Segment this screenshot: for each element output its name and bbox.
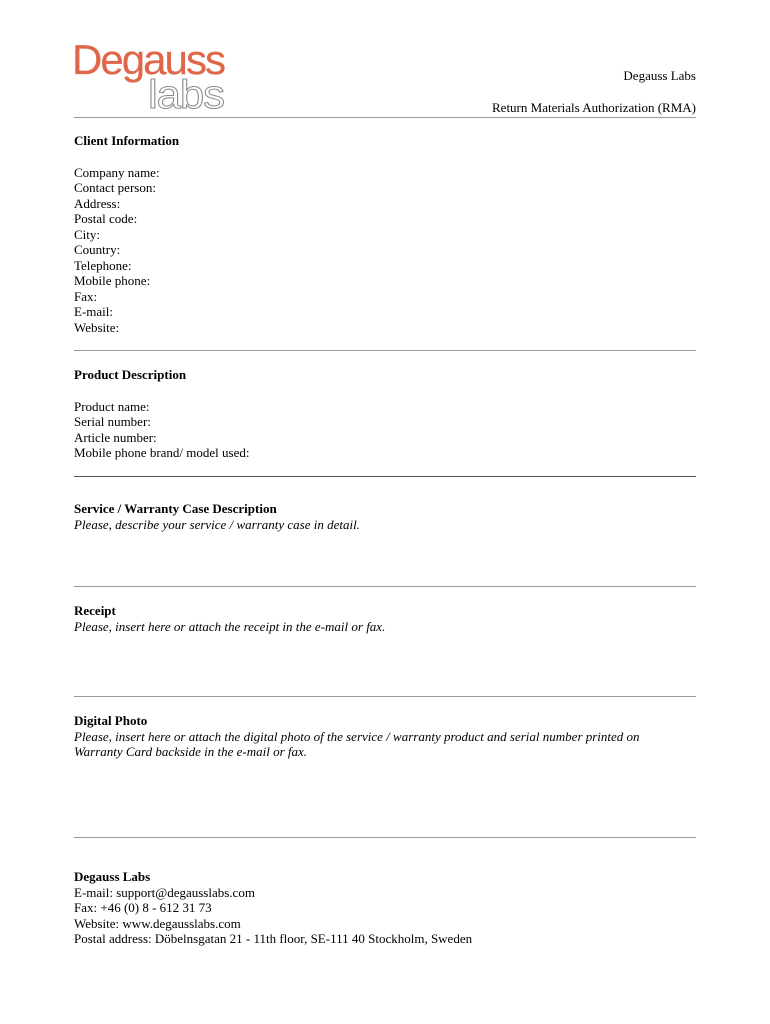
- service-section-divider: [74, 586, 696, 587]
- client-information-section: [74, 133, 696, 335]
- field-telephone: Telephone:: [74, 257, 132, 273]
- service-warranty-section: [74, 501, 696, 532]
- field-website: Website:: [74, 319, 120, 335]
- company-logo: [72, 38, 232, 112]
- field-serial-number: Serial number:: [74, 414, 151, 429]
- header-company-name: Degauss Labs: [623, 68, 696, 83]
- field-email: E-mail:: [74, 304, 113, 319]
- logo-word-degauss: Degauss: [72, 38, 226, 83]
- field-postal-code: Postal code:: [74, 211, 138, 226]
- receipt-section: [74, 603, 696, 634]
- field-address: Address:: [74, 195, 121, 211]
- field-fax: Fax:: [74, 288, 98, 304]
- footer-company-name: Degauss Labs: [74, 869, 151, 884]
- digital-photo-section: [74, 713, 696, 760]
- field-article-number: Article number:: [74, 429, 157, 445]
- footer-postal-address: Postal address: Döbelnsgatan 21 - 11th floor, SE-111 40 Stockholm, Sweden: [74, 931, 473, 946]
- field-contact-person: Contact person:: [74, 180, 156, 195]
- service-instruction: Please, describe your service / warranty case in detail.: [74, 516, 360, 532]
- product-field-list: [74, 399, 696, 461]
- photo-instruction-line1: Please, insert here or attach the digital photo of the service / warranty product and serial number printed on: [74, 728, 640, 744]
- document-title: Return Materials Authorization (RMA): [492, 99, 696, 115]
- receipt-instruction: Please, insert here or attach the receipt in the e-mail or fax.: [74, 618, 386, 634]
- section-title-photo: Digital Photo: [74, 713, 148, 728]
- field-mobile-phone: Mobile phone:: [74, 273, 151, 288]
- photo-section-divider: [74, 837, 696, 838]
- footer-email: E-mail: support@degausslabs.com: [74, 884, 255, 900]
- document-header: [492, 68, 696, 115]
- logo-graphic: [72, 38, 232, 112]
- section-title-service: Service / Warranty Case Description: [74, 501, 277, 516]
- product-description-section: [74, 367, 696, 461]
- receipt-section-divider: [74, 696, 696, 697]
- photo-instruction-line2: Warranty Card backside in the e-mail or fax.: [74, 744, 308, 759]
- field-city: City:: [74, 226, 101, 242]
- section-title-client: Client Information: [74, 133, 180, 148]
- product-section-divider: [74, 476, 696, 477]
- client-field-list: [74, 165, 696, 336]
- field-country: Country:: [74, 242, 121, 257]
- field-product-name: Product name:: [74, 398, 150, 414]
- section-title-receipt: Receipt: [74, 603, 116, 618]
- header-divider: [74, 117, 696, 118]
- footer-contact: [74, 869, 696, 947]
- field-company-name: Company name:: [74, 164, 160, 180]
- field-phone-brand-model: Mobile phone brand/ model used:: [74, 445, 250, 460]
- logo-word-labs: labs: [148, 73, 224, 112]
- footer-fax: Fax: +46 (0) 8 - 612 31 73: [74, 900, 212, 915]
- footer-website: Website: www.degausslabs.com: [74, 915, 241, 931]
- section-title-product: Product Description: [74, 367, 187, 382]
- client-section-divider: [74, 350, 696, 351]
